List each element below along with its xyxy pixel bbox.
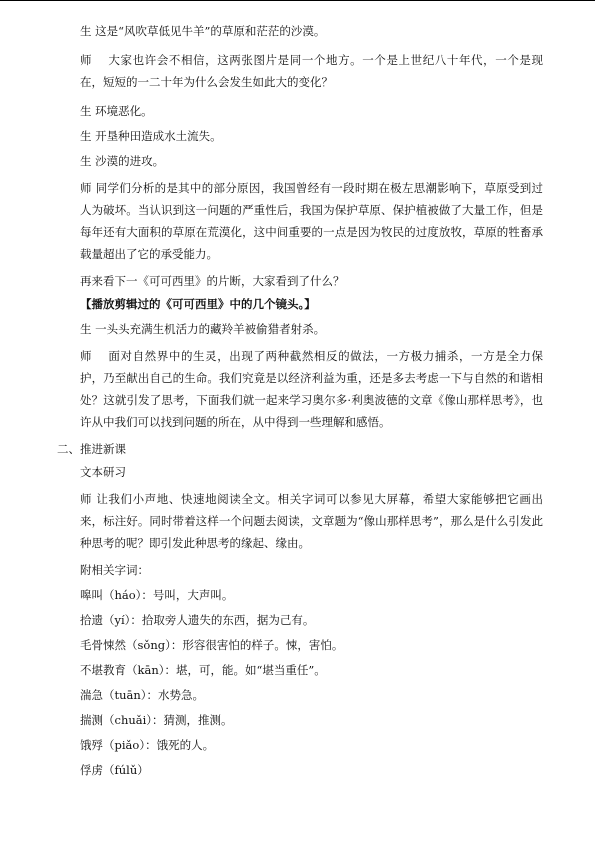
vocab-item-haojiao: 嗥叫（háo）：号叫，大声叫。 [80, 588, 234, 602]
paragraph-student-antelope: 生 一头头充满生机活力的藏羚羊被偷猎者射杀。 [80, 322, 326, 336]
paragraph-student-erosion: 生 开垦种田造成水土流失。 [80, 129, 222, 143]
vocab-item-episo: 饿殍（piǎo）：饿死的人。 [80, 738, 215, 752]
paragraph-play-clip: 【播放剪辑过的《可可西里》中的几个镜头。】 [80, 297, 316, 311]
paragraph-student-environment: 生 环境恶化。 [80, 104, 153, 118]
vocab-item-tuanji: 湍急（tuān）：水势急。 [80, 688, 205, 702]
paragraph-teacher-analysis: 师 同学们分析的是其中的部分原因，我国曾经有一段时期在极左思潮影响下，草原受到过人为破坏。当认识到这一问题的严重性后，我国为保护草原、保护植被做了大量工作，但是每年还有大面积的草原在荒漠化，这中间重要的一点是因为牧民的过度放牧，草原的牲畜承载量超出了它的承受能力。 [80, 181, 543, 261]
vocab-item-fulu: 俘虏（fúlǔ） [80, 763, 149, 777]
paragraph-student-desert: 生 沙漠的进攻。 [80, 154, 165, 168]
paragraph-student-grassland: 生 这是“风吹草低见牛羊”的草原和茫茫的沙漠。 [80, 24, 326, 38]
document-page [57, 0, 543, 777]
vocab-item-chuaice: 揣测（chuǎi）：猜测，推测。 [80, 713, 233, 727]
section-heading-new-lesson: 二、推进新课 [57, 442, 126, 456]
vocab-item-bukan: 不堪教育（kān）：堪，可，能。如“堪当重任”。 [80, 663, 326, 677]
paragraph-teacher-change: 师 大家也许会不相信，这两张图片是同一个地方。一个是上世纪八十年代，一个是现在，短短的一二十年为什么会发生如此大的变化？ [80, 53, 543, 89]
vocab-item-maogusongran: 毛骨悚然（sǒng）：形容很害怕的样子。悚，害怕。 [80, 638, 344, 652]
vocab-item-shiyi: 拾遗（yí）：拾取旁人遗失的东西，据为己有。 [80, 613, 315, 627]
vocab-list-heading: 附相关字词： [80, 563, 149, 577]
paragraph-teacher-intro: 师 面对自然界中的生灵，出现了两种截然相反的做法，一方极力捕杀，一方是全力保护，乃至献出自己的生命。我们究竟是以经济利益为重，还是多去考虑一下与自然的和谐相处？这就引发了思考，下面我们就一起来学习奥尔多·利奥波德的文章《像山那样思考》，也许从中我们可以找到问题的所在，从中得到一些理解和感悟。 [80, 349, 543, 429]
paragraph-teacher-reading: 师 让我们小声地、快速地阅读全文。相关字词可以参见大屏幕，希望大家能够把它画出来，标注好。同时带着这样一个问题去阅读，文章题为“像山那样思考”，那么是什么引发此种思考的呢？即引发此种思考的缘起、缘由。 [80, 492, 543, 550]
subheading-text-study: 文本研习 [80, 465, 126, 479]
paragraph-next-clip: 再来看下一《可可西里》的片断，大家看到了什么？ [80, 274, 345, 288]
